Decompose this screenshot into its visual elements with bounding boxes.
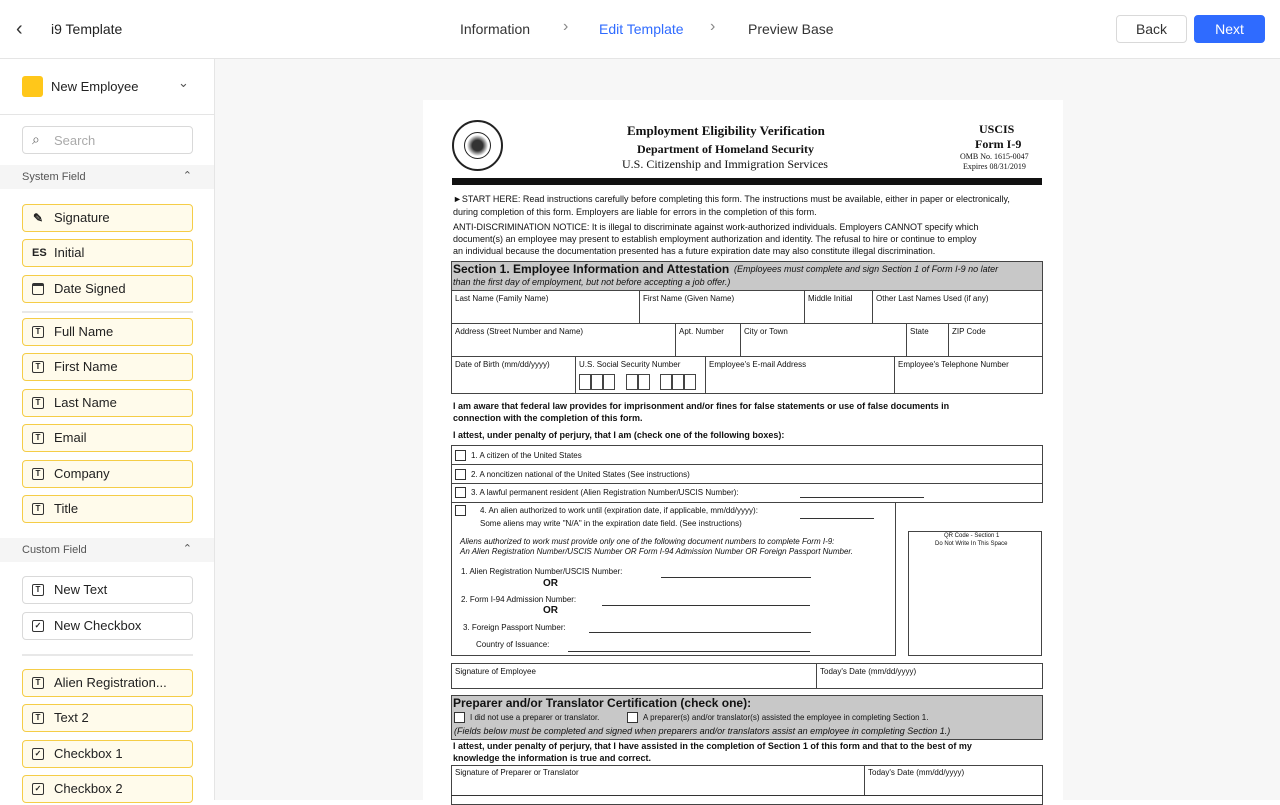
sidebar [0, 59, 215, 800]
back-button[interactable]: Back [1116, 15, 1187, 43]
cell-label: Middle Initial [808, 294, 853, 303]
field-full-name[interactable] [22, 318, 193, 346]
checkbox-icon: ✓ [32, 783, 44, 795]
field-new-checkbox[interactable] [22, 612, 193, 640]
notice-text: ANTI-DISCRIMINATION NOTICE: It is illegal to discriminate against work-authorized individuals. Employers CANNOT specify which [453, 222, 979, 232]
field-label: Text 2 [54, 710, 89, 725]
field-last-name[interactable] [22, 389, 193, 417]
omb-number: OMB No. 1615-0047 [960, 152, 1029, 161]
text-icon: T [32, 397, 44, 409]
cell-label: Date of Birth (mm/dd/yyyy) [455, 360, 550, 369]
custom-field-header[interactable] [0, 538, 214, 562]
field-line[interactable] [661, 577, 811, 578]
field-line[interactable] [589, 632, 811, 633]
text-icon: T [32, 432, 44, 444]
field-label: New Text [54, 582, 108, 597]
field-label: Email [54, 430, 87, 445]
field-alien-registration-[interactable] [22, 669, 193, 697]
no-preparer-checkbox[interactable] [454, 712, 465, 723]
noncitizen-checkbox[interactable] [455, 469, 466, 480]
field-title[interactable] [22, 495, 193, 523]
option-label: A preparer(s) and/or translator(s) assisted the employee in completing Section 1. [643, 713, 929, 722]
cell-label: State [910, 327, 929, 336]
ssn-digit-box[interactable] [672, 374, 684, 390]
initial-icon: ES [32, 247, 47, 259]
text-icon: T [32, 326, 44, 338]
preparer-attest: knowledge the information is true and correct. [453, 753, 652, 763]
text-icon: T [32, 361, 44, 373]
field-label: Date Signed [54, 281, 126, 296]
divider [451, 795, 1043, 796]
text-icon: T [32, 712, 44, 724]
section-label: Custom Field [22, 544, 87, 556]
aware-text: I am aware that federal law provides for imprisonment and/or fines for false statements or use of false documents in [453, 401, 950, 411]
app-title: i9 Template [51, 21, 123, 37]
cell-label: Address (Street Number and Name) [455, 327, 584, 336]
ssn-digit-box[interactable] [638, 374, 650, 390]
option-label: 4. An alien authorized to work until (expiration date, if applicable, mm/dd/yyyy): [480, 506, 758, 515]
field-first-name[interactable] [22, 353, 193, 381]
checkbox-icon: ✓ [32, 620, 44, 632]
field-new-text[interactable] [22, 576, 193, 604]
divider [22, 654, 193, 656]
employee-signature-field[interactable]: Signature of Employee [455, 667, 536, 676]
notice-text: document(s) an employee may present to establish employment authorization and identity. The refusal to hire or continue to employ [453, 234, 977, 244]
system-field-header[interactable] [0, 165, 214, 189]
field-label: Alien Registration... [54, 675, 167, 690]
aliens-note: Aliens authorized to work must provide only one of the following document numbers to complete Form I-9: [460, 537, 835, 546]
text-icon: T [32, 468, 44, 480]
cell-label: Last Name (Family Name) [455, 294, 549, 303]
field-date-signed[interactable] [22, 275, 193, 303]
preparer-note: (Fields below must be completed and signed when preparers and/or translators assist an employee in completing Section 1.) [454, 726, 951, 736]
dhs-seal-logo [452, 120, 503, 171]
field-checkbox-2[interactable] [22, 775, 193, 803]
preparer-title: Preparer and/or Translator Certification (check one): [453, 696, 752, 710]
top-bar [0, 0, 1280, 59]
text-icon: T [32, 503, 44, 515]
preparer-signature-field[interactable]: Signature of Preparer or Translator [455, 768, 579, 777]
field-line[interactable] [800, 497, 924, 498]
chevron-up-icon: ⌃ [182, 170, 192, 182]
start-here-text: during completion of this form. Employers are liable for errors in the completion of this form. [453, 207, 817, 217]
field-label: Checkbox 2 [54, 781, 123, 796]
cell-label: City or Town [744, 327, 788, 336]
text-icon: T [32, 677, 44, 689]
field-text-2[interactable] [22, 704, 193, 732]
field-initial[interactable] [22, 239, 193, 267]
template-selector[interactable] [0, 59, 214, 115]
aliens-note: An Alien Registration Number/USCIS Number OR Form I-94 Admission Number OR Foreign Passport Number. [460, 547, 854, 556]
field-label: Signature [54, 210, 110, 225]
alien-checkbox[interactable] [455, 505, 466, 516]
start-here-text: ►START HERE: Read instructions carefully before completing this form. The instructions must be available, either in paper or electronically, [453, 194, 1010, 204]
field-label: Full Name [54, 324, 114, 339]
field-label: Checkbox 1 [54, 746, 123, 761]
chevron-right-icon: › [710, 18, 716, 35]
field-company[interactable] [22, 460, 193, 488]
field-line[interactable] [602, 605, 810, 606]
form-title: Employment Eligibility Verification [627, 123, 825, 138]
step-edit-template[interactable]: Edit Template [599, 21, 684, 37]
signature-icon: ✎ [32, 211, 44, 225]
doc-label: 3. Foreign Passport Number: [463, 623, 566, 632]
section1-note: (Employees must complete and sign Section 1 of Form I-9 no later [734, 264, 999, 274]
preparer-checkbox[interactable] [627, 712, 638, 723]
search-placeholder: Search [54, 133, 96, 148]
doc-label: 1. Alien Registration Number/USCIS Number: [461, 567, 623, 576]
divider [816, 663, 817, 689]
cell-label: Other Last Names Used (if any) [876, 294, 989, 303]
option-label: 1. A citizen of the United States [471, 451, 582, 460]
aware-text: connection with the completion of this form. [453, 413, 643, 423]
attest-text: I attest, under penalty of perjury, that I am (check one of the following boxes): [453, 430, 785, 440]
field-checkbox-1[interactable] [22, 740, 193, 768]
form-agency: U.S. Citizenship and Immigration Services [622, 157, 828, 171]
chevron-up-icon: ⌃ [182, 543, 192, 555]
doc-label: 2. Form I-94 Admission Number: [461, 595, 577, 604]
qr-label: QR Code - Section 1 [944, 533, 1000, 539]
divider [864, 765, 865, 795]
cell-label: Employee's E-mail Address [709, 360, 807, 369]
ssn-digit-box[interactable] [603, 374, 615, 390]
section1-note: than the first day of employment, but not before accepting a job offer.) [453, 277, 731, 287]
today-date-field[interactable]: Today's Date (mm/dd/yyyy) [820, 667, 917, 676]
template-name: New Employee [51, 79, 139, 94]
cell-label: First Name (Given Name) [643, 294, 735, 303]
expires-date: Expires 08/31/2019 [963, 162, 1026, 171]
ssn-digit-box[interactable] [660, 374, 672, 390]
preparer-date-field[interactable]: Today's Date (mm/dd/yyyy) [868, 768, 965, 777]
field-line[interactable] [800, 518, 874, 519]
divider [22, 311, 193, 313]
qr-label: Do Not Write In This Space [935, 541, 1008, 547]
search-icon: ⌕ [32, 131, 40, 147]
search-input[interactable] [22, 126, 193, 154]
text-icon: T [32, 584, 44, 596]
chevron-right-icon: › [563, 18, 569, 35]
option-label: 3. A lawful permanent resident (Alien Registration Number/USCIS Number): [471, 488, 739, 497]
cell-label: U.S. Social Security Number [579, 360, 681, 369]
option-note: Some aliens may write "N/A" in the expiration date field. (See instructions) [480, 519, 742, 528]
or-label: OR [543, 605, 558, 616]
qr-code-box [908, 531, 1042, 656]
field-label: New Checkbox [54, 618, 142, 633]
ssn-digit-box[interactable] [591, 374, 603, 390]
divider-bar [452, 178, 1042, 185]
field-label: First Name [54, 359, 118, 374]
step-information[interactable]: Information [460, 21, 531, 37]
field-label: Company [54, 466, 110, 481]
cell-label: Apt. Number [679, 327, 724, 336]
section-label: System Field [22, 171, 86, 183]
cell-label: ZIP Code [952, 327, 986, 336]
preparer-attest: I attest, under penalty of perjury, that I have assisted in the completion of Section 1 of this form and that to the best of my [453, 741, 972, 751]
ssn-digit-box[interactable] [626, 374, 638, 390]
form-number: Form I-9 [975, 137, 1022, 151]
cell-label: Employee's Telephone Number [898, 360, 1009, 369]
form-dept: Department of Homeland Security [637, 142, 814, 156]
permanent-resident-checkbox[interactable] [455, 487, 466, 498]
field-signature[interactable] [22, 204, 193, 232]
section1-title: Section 1. Employee Information and Attestation [453, 262, 730, 276]
option-label: I did not use a preparer or translator. [470, 713, 600, 722]
citizen-checkbox[interactable] [455, 450, 466, 461]
step-preview-base[interactable]: Preview Base [748, 21, 834, 37]
field-email[interactable] [22, 424, 193, 452]
back-arrow-icon[interactable]: ‹ [16, 18, 23, 40]
ssn-digit-box[interactable] [684, 374, 696, 390]
next-button[interactable]: Next [1194, 15, 1265, 43]
notice-text: an individual because the documentation presented has a future expiration date may also constitute illegal discrimination. [453, 246, 936, 256]
chevron-down-icon: ⌄ [178, 75, 189, 90]
checkbox-icon: ✓ [32, 748, 44, 760]
signature-row [451, 663, 1043, 689]
field-line[interactable] [568, 651, 810, 652]
ssn-digit-box[interactable] [579, 374, 591, 390]
template-color-swatch [22, 76, 43, 97]
field-label: Title [54, 501, 79, 516]
option-label: 2. A noncitizen national of the United States (See instructions) [471, 470, 690, 479]
field-label: Initial [54, 245, 85, 260]
uscis-label: USCIS [979, 122, 1015, 136]
calendar-icon [32, 283, 44, 295]
or-label: OR [543, 578, 558, 589]
doc-label: Country of Issuance: [476, 640, 550, 649]
field-label: Last Name [54, 395, 117, 410]
